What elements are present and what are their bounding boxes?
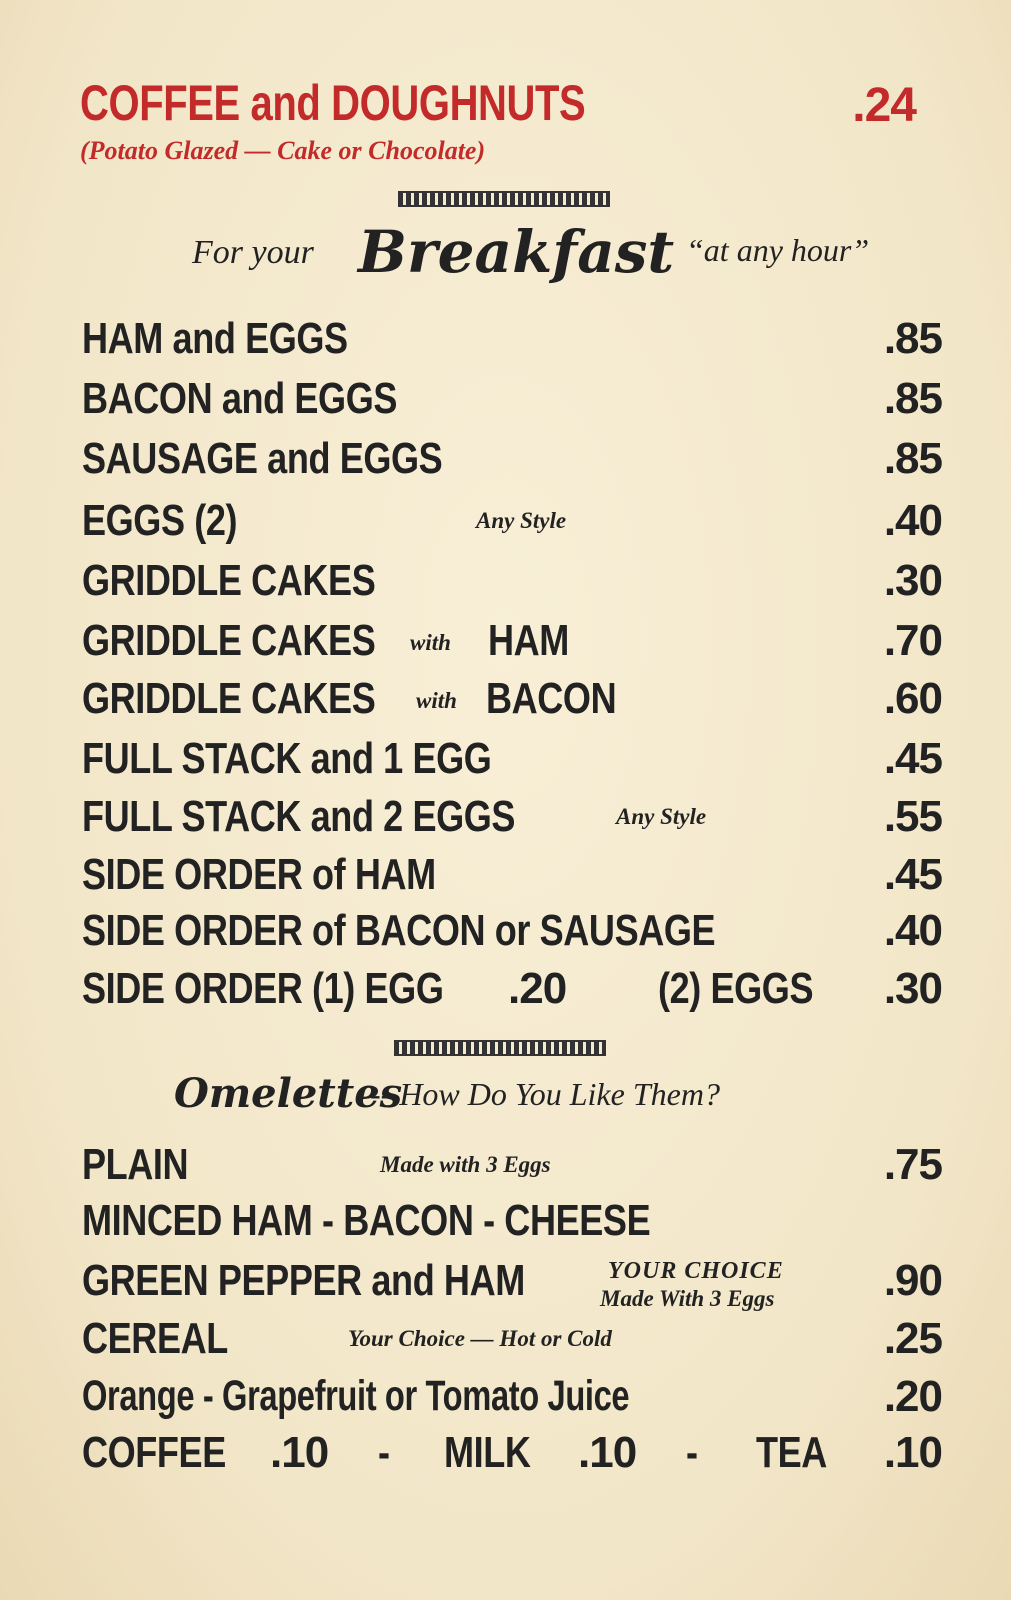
coffee-price: .10	[270, 1428, 329, 1477]
item-note: Any Style	[476, 508, 567, 533]
list-item	[82, 1256, 942, 1314]
item-price: .85	[883, 434, 942, 483]
item-name: GRIDDLE CAKES	[82, 556, 376, 605]
list-item	[82, 674, 942, 732]
item-price: .85	[883, 314, 942, 363]
item-price: .75	[883, 1140, 942, 1189]
item-with: with	[416, 688, 457, 713]
drinks-separator: -	[378, 1428, 390, 1477]
item-note: Any Style	[616, 804, 707, 829]
item-name: EGGS (2)	[82, 496, 238, 545]
list-item	[82, 964, 942, 1022]
item-inline-price: .20	[508, 964, 567, 1013]
header-title: COFFEE and DOUGHNUTS	[80, 75, 586, 131]
list-item	[82, 1314, 942, 1372]
item-name: GRIDDLE CAKES	[82, 674, 376, 723]
item-price: .90	[883, 1256, 942, 1305]
coffee-label: COFFEE	[82, 1428, 226, 1477]
item-extra: HAM	[488, 616, 569, 665]
list-item	[82, 616, 942, 674]
list-item	[82, 496, 942, 554]
item-price: .70	[883, 616, 942, 665]
item-price: .20	[883, 1372, 942, 1421]
item-name: MINCED HAM - BACON - CHEESE	[82, 1196, 651, 1245]
item-extra: (2) EGGS	[658, 964, 814, 1013]
list-item	[82, 1196, 942, 1254]
top-divider	[398, 191, 610, 207]
item-name: GREEN PEPPER and HAM	[82, 1256, 525, 1305]
item-price: .40	[883, 906, 942, 955]
list-item	[82, 734, 942, 792]
item-name: SIDE ORDER of BACON or SAUSAGE	[82, 906, 716, 955]
list-item	[82, 1140, 942, 1198]
item-price: .40	[883, 496, 942, 545]
item-name: Orange - Grapefruit or Tomato Juice	[82, 1372, 630, 1420]
list-item	[82, 792, 942, 850]
item-name: PLAIN	[82, 1140, 189, 1189]
item-price: .25	[883, 1314, 942, 1363]
omelettes-heading-word: Omelettes	[174, 1070, 403, 1117]
item-name: SAUSAGE and EGGS	[82, 434, 443, 483]
item-price: .85	[883, 374, 942, 423]
item-price: .30	[883, 556, 942, 605]
item-price: .45	[883, 734, 942, 783]
item-extra: BACON	[486, 674, 617, 723]
list-item	[82, 850, 942, 908]
item-name: CEREAL	[82, 1314, 228, 1363]
item-name: SIDE ORDER of HAM	[82, 850, 436, 899]
milk-price: .10	[578, 1428, 637, 1477]
item-name: BACON and EGGS	[82, 374, 398, 423]
item-name: SIDE ORDER (1) EGG	[82, 964, 444, 1013]
item-note-line2: Made With 3 Eggs	[600, 1286, 775, 1311]
drinks-row	[82, 1428, 942, 1486]
item-note: Your Choice — Hot or Cold	[348, 1326, 612, 1351]
breakfast-heading-word: Breakfast	[358, 218, 675, 286]
item-name: HAM and EGGS	[82, 314, 348, 363]
item-price: .45	[883, 850, 942, 899]
item-price: .30	[883, 964, 942, 1013]
item-name: FULL STACK and 1 EGG	[82, 734, 492, 783]
drinks-separator: -	[686, 1428, 698, 1477]
omelettes-heading-suffix: -- How Do You Like Them?	[370, 1076, 720, 1112]
item-price: .60	[883, 674, 942, 723]
item-name: FULL STACK and 2 EGGS	[82, 792, 516, 841]
list-item	[82, 556, 942, 614]
breakfast-heading-prefix: For your	[192, 234, 314, 271]
item-name: GRIDDLE CAKES	[82, 616, 376, 665]
breakfast-heading-suffix: “at any hour”	[686, 232, 870, 268]
item-note-line1: YOUR CHOICE	[608, 1258, 784, 1284]
list-item	[82, 1372, 942, 1430]
tea-label: TEA	[756, 1428, 827, 1477]
item-note: Made with 3 Eggs	[380, 1152, 551, 1177]
item-with: with	[410, 630, 451, 655]
middle-divider	[394, 1040, 606, 1056]
list-item	[82, 374, 942, 432]
milk-label: MILK	[444, 1428, 531, 1477]
item-price: .55	[883, 792, 942, 841]
list-item	[82, 314, 942, 372]
header-price: .24	[852, 79, 916, 132]
header-subtitle: (Potato Glazed — Cake or Chocolate)	[80, 136, 486, 165]
list-item	[82, 434, 942, 492]
list-item	[82, 906, 942, 964]
tea-price: .10	[883, 1428, 942, 1477]
